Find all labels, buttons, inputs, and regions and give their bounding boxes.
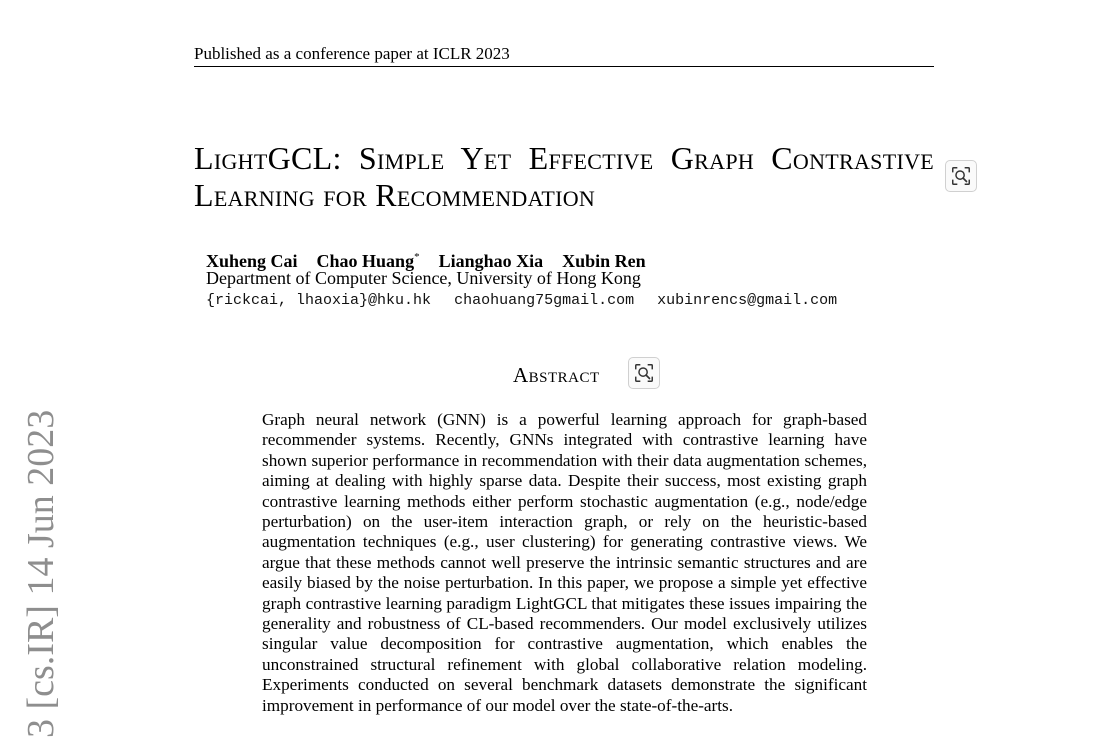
corresponding-author-mark: * bbox=[414, 251, 420, 263]
title-magnify-button[interactable] bbox=[945, 160, 977, 192]
email-address: xubinrencs@gmail.com bbox=[657, 292, 838, 309]
author-name: Xuheng Cai bbox=[206, 251, 298, 271]
abstract-body: Graph neural network (GNN) is a powerful learning approach for graph-based recommender systems. Recently, GNNs integrated with contrastive learning have shown superior performance in recommendation with their data augmentation schemes, aiming at dealing with highly sparse data. Despite their success, most existing graph contrastive learning methods either perform stochastic augmentation (e.g., node/edge perturbation) on the user-item interaction graph, or rely on the heuristic-based augmentation techniques (e.g., user clustering) for generating contrastive views. We argue that these methods cannot well preserve the intrinsic semantic structures and are easily biased by the noise perturbation. In this paper, we propose a simple yet effective graph contrastive learning paradigm LightGCL that mitigates these issues impairing the generality and robustness of CL-based recommenders. Our model exclusively utilizes singular value decomposition for contrastive augmentation, which enables the unconstrained structural refinement with global collaborative relation modeling. Experiments conducted on several benchmark datasets demonstrate the significant improvement in performance of our model over the state-of-the-arts. bbox=[262, 410, 867, 715]
affiliation: Department of Computer Science, University of Hong Kong bbox=[206, 268, 641, 288]
email-address: {rickcai, lhaoxia}@hku.hk bbox=[206, 292, 432, 309]
author-name: Chao Huang* bbox=[316, 251, 420, 271]
paper-title: LightGCL: Simple Yet Effective Graph Contrastive Learning for Recommendation bbox=[194, 140, 934, 213]
author-name: Lianghao Xia bbox=[438, 251, 544, 271]
email-list bbox=[206, 290, 851, 311]
abstract-heading: Abstract bbox=[513, 363, 600, 387]
magnify-icon bbox=[950, 165, 972, 187]
running-header: Published as a conference paper at ICLR 2023 bbox=[194, 43, 934, 67]
arxiv-sidebar-label: 3 [cs.IR] 14 Jun 2023 bbox=[20, 409, 62, 738]
abstract-magnify-button[interactable] bbox=[628, 357, 660, 389]
email-address: chaohuang75gmail.com bbox=[454, 292, 635, 309]
magnify-icon bbox=[633, 362, 655, 384]
author-name: Xubin Ren bbox=[562, 251, 646, 271]
